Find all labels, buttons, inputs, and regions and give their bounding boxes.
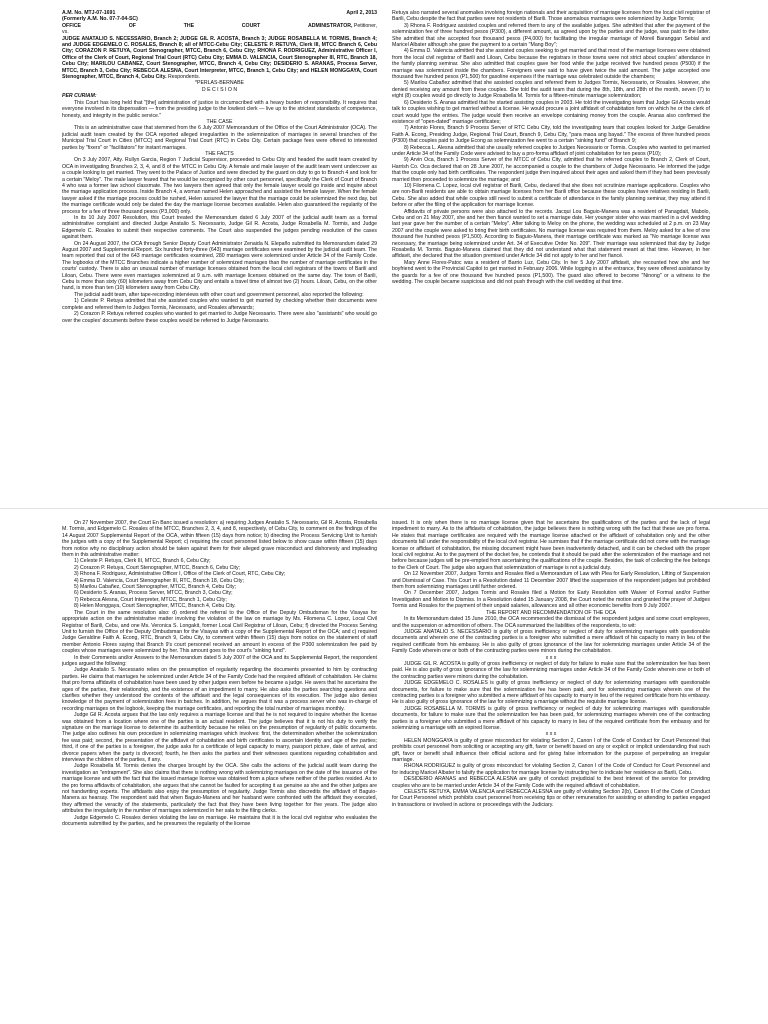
list-item: 2) Corazon P. Retuya, Court Stenographer, MTCC, Branch 6, Cebu City; (74, 564, 240, 571)
list-item: 6) Desiderio S. Aranas, Process Server, MTCC, Branch 3, Cebu City; (74, 590, 233, 597)
paragraph: This is an administrative case that stemmed from the 6 July 2007 Memorandum of the Office of the Court Administrator (OCA). The judicial audit team created by the OCA reported alleged irregularities in the solemnization of marriages in several branches of the Municipal Trial Court in Cities (MTCC) and Regional Trial Court (RTC) in Cebu City. Certain package fees were offered to interested parties by "fixers" or "facilitators" for instant marriages. (62, 125, 377, 151)
paragraph: RHONA RODRIGUEZ is guilty of gross misconduct for violating Section 2, Canon I of the Code of Conduct for Court Personnel and for inducing Maricel Albater to falsify the application for marriage license by instructing her to indicate her residence as Barili, Cebu. (392, 763, 710, 776)
paragraph: 4) Emma D. Valencia admitted that she assisted couples seeking to get married and that most of the marriage licenses were obtained from the local civil registrar of Barili and Liloan, Cebu because the registrars in those towns were not strict about couples' attendance in the family planning seminar. She also admitted that couples gave her food while the judge received five hundred pesos (P500) if the marriage was solemnized inside the chambers. Foreigners were said to have given twice the said amount. The judge accepted one thousand five hundred pesos (P1,500) for gasoline expenses if the marriage was celebrated outside the chambers; (392, 48, 710, 81)
list-item: 7) Rebecca Alesna, Court Interpreter, MTCC, Branch 1, Cebu City; (74, 596, 227, 603)
section-heading: THE REPORT AND RECOMMENDATION OF THE OCA (486, 609, 616, 616)
paragraph: In its Memorandum dated 15 June 2010, the OCA recommended the dismissal of the respondent judges and some court employees, and the suspension or admonition of others. The OCA summarized the liabilities of the respondents, to wit: (392, 616, 710, 629)
ponente: *PERLAS-BERNABE (194, 80, 244, 87)
paragraph: In their Comments and/or Answers to the Memorandum dated 5 July 2007 of the OCA and its Supplemental Report, the respondent judges argued the following: (62, 654, 377, 667)
paragraph: Judge Edgemelo C. Rosales denies violating the law on marriage. He maintains that it is the local civil registrar who evaluates the documents submitted by the parties, and he presumes the regularity of the license (62, 814, 377, 828)
per-curiam: PER CURIAM: (62, 93, 97, 100)
paragraph: 7) Antonio Flores, Branch 9 Process Server of RTC Cebu City, told the investigating team that couples looked for Judge Geraldine Faith A. Econg, Presiding Judge, Regional Trial Court, Branch 9, Cebu City, "para maoa ang bayad." The excess of three hundred pesos (P300) that couples paid to Judge Econg as solemnization fee went to a certain "sinking fund" of Branch 9; (392, 125, 710, 145)
column-bottom-left (62, 520, 377, 1020)
paragraph: HELEN MONGGAYA is guilty of grave misconduct for violating Section 2, Canon I of the Code of Conduct for Court Personnel that prohibits court personnel from soliciting or accepting any gift, favor or benefit based on any or explicit or implicit understanding that such gift, favor or benefit shall influence their official actions and for giving false information for the purpose of perpetrating an irregular marriage. (392, 737, 710, 764)
paragraph: On 12 November 2007, Judges Tormis and Rosales filed a Memorandum of Law with Plea for Early Resolution, Lifting of Suspension and Dismissal of Case. This Court in a Resolution dated 11 December 2007 lifted the suspension of the respondent judges but prohibited them from solemnizing marriages until further ordered. (392, 571, 710, 591)
column-bottom-right (392, 520, 710, 1020)
paragraph: In its 10 July 2007 Resolution, this Court treated the Memorandum dated 6 July 2007 of the judicial audit team as a formal administrative complaint and directed Judge Anatalio S. Necessario, Judge Gil R. Acosta, Judge Rosabella M. Tormis, and Judge Edgemelo C. Rosales to submit their respective comments. The Court also suspended the judges pending resolution of the cases against them. (62, 215, 377, 241)
paragraph: This Court has long held that "[the] administration of justice is circumscribed with a heavy burden of responsibility. It requires that everyone involved in its dispensation — from the presiding judge to the lowliest clerk — live up to the strictest standards of competence, honesty, and integrity in the public service." (62, 99, 377, 119)
paragraph: DESIDERIO ARANAS and REBECCA ALESNA are guilty of conduct prejudicial to the best interest of the service for providing couples who are to be married under Article 34 of the Family Code with the required affidavit of cohabitation. (392, 776, 710, 789)
decision-heading: D E C I S I O N (201, 86, 238, 93)
paragraph: 3) Rhona F. Rodriguez assisted couples and referred them to any of the available judges. She admitted that after the payment of the solemnization fee of three hundred pesos (P300), a different amount, as agreed upon by the parties and the judge, was paid to the latter. She admitted that she accepted four thousand pesos (P4,000) for facilitating the irregular marriage of Moreil Baranggan Sebial and Maricel Albater although she gave the payment to a certain "Mang Boy"; (392, 22, 710, 49)
paragraph: issued. It is only when there is no marriage license given that he ascertains the qualifications of the parties and the lack of legal impediment to marry. As to the affidavits of cohabitation, the judge believes there is nothing wrong with the fact that these are pro forma. He states that marriage certificates are required with the marriage license attached or the affidavit of cohabitation only and the other documents fall under the responsibility of the local civil registrar. He surmises that if the marriage certificate did not come with the marriage license or affidavit of cohabitation, the missing document might have been inadvertently detached, and it can be checked with the proper local civil registrar. As to the payment of the docket fee, he contends that it should be paid after the solemnization of the marriage and not before because judges will be pre-empted from ascertaining the qualifications of the couple. Besides, the task of collecting the fee belongs to the Clerk of Court. The judge also argues that solemnization of marriage is not a judicial duty. (392, 520, 710, 571)
paragraph: On 3 July 2007, Atty. Rullyn Garcia, Region 7 Judicial Supervisor, proceeded to Cebu City and headed the audit team created by OCA in investigating Branches 2, 3, 4, and 8 of the MTCC in Cebu City. A female and male lawyer of the audit team went undercover as a couple looking to get married. They went to the Palace of Justice and were directed by the guard on duty to go to Branch 4 and look for a certain "Meloy". The male lawyer feared that he would be recognized by other court personnel, specifically the Clerk of Court of Branch 4 who was a former law school classmate. The two lawyers then agreed that only the female lawyer would go inside and inquire about the marriage application process. Inside Branch 4, a woman named Helen approached and assisted the female lawyer. When the female lawyer asked if the marriage process could be rushed, Helen assured the lawyer that the marriage could be solemnized the next day, but the marriage certificate would only be dated the day the marriage license becomes available. Helen also guaranteed the regularity of the process for a fee of three thousand pesos (P3,000) only. (62, 157, 377, 215)
section-heading: THE CASE (206, 118, 233, 125)
former-case-number: (Formerly A.M. No. 07-7-04-SC) (62, 16, 138, 23)
paragraph: On 27 November 2007, the Court En Banc issued a resolution: a) requiring Judges Anatalio S. Necessario, Gil R. Acosta, Rosabella M. Tormis, and Edgemelo C. Rosales of the MTCC, Branches 2, 3, 4, and 8, respectively, of Cebu City, to comment on the findings of the 14 August 2007 Supplemental Report of the OCA, within fifteen (15) days from notice; b) directing the Process Servicing Unit to furnish the judges with a copy of the Supplemental Report; c) requiring the court personnel listed below to show cause within fifteen (15) days from notice why no disciplinary action should be taken against them for their alleged grave misconduct and dishonesty and impleading them in this administrative matter: (62, 520, 377, 559)
paragraph: 9) Arvin Oca, Branch 1 Process Server of the MTCC of Cebu City, admitted that he referred couples to Branch 2, Clerk of Court, Harrish Co. Oca declared that on 28 June 2007, he accompanied a couple to the chambers of Judge Necessario. He informed the judge that the couple only had birth certificates. The respondent judge then inquired about their ages and asked them if they had been previously married then proceeded to solemnize the marriage; and (392, 157, 710, 183)
paragraph: JUDGE ANATALIO S. NECESSARIO is guilty of gross inefficiency or neglect of duty for solemnizing marriages with questionable documents and wherein one of the contracting parties is a foreigner who submitted a mere affidavit of his capacity to marry in lieu of the required certificate from his embassy. He is also guilty of gross ignorance of the law for solemnizing marriages under Article 34 of the Family Code wherein one or both of the contracting parties were minors during the cohabitation. (392, 628, 710, 655)
list-item: 1) Celeste P. Retuya, Clerk III, MTCC, Branch 6, Cebu City; (74, 558, 211, 565)
petitioner-line: OFFICE OF THE COURT ADMINISTRATOR, Petitioner, (62, 22, 377, 29)
ellipsis-marker: x x x (545, 654, 557, 661)
ellipsis-marker: x x x (545, 731, 557, 738)
paragraph: The Court in the same resolution also: d) ordered the referral to the Office of the Deputy Ombudsman for the Visayas for appropriate action on the administrative matter involving the violation of the law on marriage by Ms. Filomena C. Lopez, Local Civil Registrar of Barili, Cebu, and one Ms. Veronica S. Longakit, former Local Civil Registrar of Liloan, Cebu; f) directed the Process Serving Unit to furnish the Office of the Deputy Ombudsman for the Visayas with a copy of the Supplemental Report of the OCA; and c) required Judge Geraldine Faith A. Econg, RTC, Branch 9, Cebu City, to comment within fifteen (15) days from notice on the statement of staff member Antonio Flores saying that Branch 9's court personnel received an amount in excess of the P300 solemnization fee paid by couples whose marriages were solemnized by her. This amount goes to the court's "sinking fund". (62, 609, 377, 655)
paragraph: Judge Rosabella M. Tormis denies the charges brought by the OCA. She calls the actions of the judicial audit team during the investigation an "entrapment". She also claims that there is nothing wrong with solemnizing marriages on the date of the issuance of the marriage license and with the fact that the issued marriage license was obtained from a place where neither of the parties resided. As to the pro forma affidavits of cohabitation, she argues that she cannot be faulted for accepting it as genuine as she and the other judges are not handwriting experts. The affidavits also enjoy the presumption of regularity. Judge Tormis also discredits the affidavit of Baguio-Manera as hearsay. The respondent said that when Baguio-Manera and her husband were confronted with the affidavit they executed, they affirmed the veracity of the statements, particularly the fact that they have been living together for five years. The judge also attributes the irregularity in the number of marriages solemnized in her sala to the filing clerks. (62, 763, 377, 815)
paragraph: JUDGE EDGEMELO C. ROSALES is guilty of gross inefficiency or neglect of duty for solemnizing marriages with questionable documents, for failure to make sure that the solemnization fee has been paid, and for solemnizing marriages wherein one of the contracting parties is a foreigner who submitted a mere affidavit of his capacity to marry in lieu of the required certificate from his embassy. He is also guilty of gross ignorance of the law for solemnizing a marriage without the requisite marriage license. (392, 680, 710, 706)
paragraph: 5) Marilou Cabañez admitted that she assisted couples and referred them to Judges Tormis, Necessario, or Rosales. However, she denied receiving any amount from these couples. She told the audit team that during the 8th, 18th, and 28th of the month, seven (7) to eight (8) couples would go directly to Judge Rosabella M. Tormis for a fifteen-minute marriage solemnization; (392, 80, 710, 100)
versus: vs. (62, 29, 69, 36)
column-top-left (62, 10, 377, 500)
paragraph: On 24 August 2007, the OCA through Senior Deputy Court Administrator Zenaida N. Elepaño submitted its Memorandum dated 29 August 2007 and Supplemental Report. Six hundred forty-three (643) marriage certificates were examined by the judicial audit team. The team reported that out of the 643 marriage certificates examined, 280 marriages were solemnized under Article 34 of the Family Code. The logbooks of the MTCC Branches indicate a higher number of solemnized marriages than the number of marriage certificates in the courts' custody. There is also an unusual number of marriage licenses obtained from the local civil registrars of the towns of Barili and Liloan, Cebu. There were even marriages solemnized at 9 a.m. with marriage licenses obtained on the same day. The town of Barili, Cebu is more than sixty (60) kilometers away from Cebu City and entails a travel time of almost two (2) hours. Liloan, Cebu, on the other hand, is more than ten (10) kilometers away from Cebu City. (62, 240, 377, 292)
respondents-label: Respondents. (167, 74, 200, 81)
paragraph: JUDGE GIL R. ACOSTA is guilty of gross inefficiency or neglect of duty for failure to make sure that the solemnization fee has been paid. He is also guilty of gross ignorance of the law for solemnizing marriages under Article 34 of the Family Code wherein one or both of the contracting parties were minors during the cohabitation. (392, 660, 710, 680)
list-item: 5) Marilou Cabañez, Court Stenographer, MTCC, Branch 4, Cebu City; (74, 584, 237, 591)
paragraph: 8) Rebecca L. Alesna admitted that she usually referred couples to Judges Necessario or Tormis. Couples who wanted to get married under Article 34 of the Family Code were advised to buy a pro-forma affidavit of joint cohabitation for ten pesos (P10); (392, 144, 710, 157)
paragraph: JUDGE ROSABELLA M. TORMIS is guilty of gross inefficiency or neglect of duty for solemnizing marriages with questionable documents, for failure to make sure that the solemnization fee has been paid, for solemnizing marriages wherein one of the contracting parties is a foreigner who submitted a mere affidavit of his capacity to marry in lieu of the required certificate from the embassy and for solemnizing a marriage with an expired license. (392, 705, 710, 731)
paragraph: Affidavits of private persons were also attached to the records. Jacqui Lou Baguio-Manera was a resident of Panagdait, Mabolo, Cebu and on 21 May 2007, she and her then fiancé wanted to set a marriage date. Her younger sister who was married in a civil wedding last year gave her the number of a certain "Meloy". After talking to Meloy on the phone, the wedding was scheduled at 2 p.m. on 23 May 2007 and the couple were asked to bring their birth certificates. No marriage license was required from them. Meloy asked for a fee of one thousand five hundred pesos (P1,500). According to Baguio-Manera, their marriage certificate was marked as "No marriage license was necessary, the marriage being solemnized under Art. 34 of Executive Order No. 209". Their marriage was solemnized that day by Judge Rosabella M. Tormis. Baguio-Manera claimed that they did not understand what that statement meant at that time. However, in her affidavit, she declared that the situation premised under Article 34 did not apply to her and her fiancé. (392, 208, 710, 260)
page-divider (0, 508, 768, 509)
paragraph: 6) Desiderio S. Aranas admitted that he started assisting couples in 2003. He told the investigating team that Judge Gil Acosta would talk to couples wishing to get married without a license. He would procure a joint affidavit of cohabitation form on which he or the clerk of court would type the entries. The judge would then receive an envelope containing money from the couple. Aranas also confirmed the existence of "open-dated" marriage certificates; (392, 99, 710, 125)
paragraph: Mary Anne Flores-Patoc was a resident of Barrio Luz, Cebu City. In her 5 July 2007 affidavit, she recounted how she and her boyfriend went to the Provincial Capitol to get married in February 2006. While logging in at the entrance, they were offered assistance by the guards for a fee of one thousand five hundred pesos (P1,500). The guard also offered to become "Ninong" or a witness to the wedding. The couple became suspicious and did not push through with the civil wedding at that time. (392, 259, 710, 286)
section-heading: THE FACTS (205, 150, 234, 157)
paragraph: Judge Anatalio S. Necessario relies on the presumption of regularity regarding the documents presented to him by contracting parties. He claims that marriages he solemnized under Article 34 of the Family Code had the required affidavit of cohabitation. He claims that pro forma affidavits of cohabitation have been used by other judges even before he became a judge. He avers that he ascertains the ages of the parties, their relationship, and the existence of an impediment to marry. He also asks the parties searching questions and clarifies whether they understood the contents of the affidavit and the legal consequences of its execution. The judge also denies knowledge of the payment of solemnization fees in batches. In addition, he argues that it was a process server who was in-charge of recording marriages on the logbook, keeping the marriage certificates, and reporting the total number of marriages monthly. (62, 667, 377, 712)
paragraph: CELESTE RETUYA, EMMA VALENCIA and REBECCA ALESNA are guilty of violating Section 2(b), Canon III of the Code of Conduct for Court Personnel which prohibits court personnel from receiving tips or other remuneration for assisting or attending to parties engaged in transactions or involved in actions or proceedings with the Judiciary. (392, 789, 710, 808)
paragraph: 1) Celeste P. Retuya admitted that she assisted couples who wanted to get married by checking whether their documents were complete and referred them to Judges Tormis, Necessario, and Rosales afterwards; (62, 298, 377, 311)
case-number: A.M. No. MTJ-07-1691 (62, 10, 116, 16)
list-item: 8) Helen Monggaya, Court Stenographer, MTCC, Branch 4, Cebu City. (74, 603, 236, 610)
paragraph: Retuya also narrated several anomalies involving foreign nationals and their acquisition of marriage licenses from the local civil registrar of Barili, Cebu despite the fact that parties were not residents of Barili. Those anomalous marriages were solemnized by Judge Tormis; (392, 10, 710, 23)
paragraph: 2) Corazon P. Retuya referred couples who wanted to get married to Judge Necessario. There were also "assistants" who would go over the couples' documents before these couples would be referred to Judge Necessario. (62, 311, 377, 324)
paragraph: Judge Gil R. Acosta argues that the law only requires a marriage license and that he is not required to inquire whether the license was obtained from a location where one of the parties is an actual resident. The judge believes that it is not his duty to verify the signature on the marriage license to determine its authenticity because he relies on the presumption of regularity of public documents. The judge also outlines his own procedure in solemnizing marriages which involves: first, the determination whether the solemnization fee was paid; second, the presentation of the affidavit of cohabitation and birth certificates to ascertain identity and age of the parties; third, if one of the parties is a foreigner, the judge asks for a certificate of legal capacity to marry, passport picture, date of arrival, and divorce papers when the party is divorced; fourth, he then asks the parties and their witnesses questions regarding cohabitation and interviews the children of the parties, if any. (62, 712, 377, 764)
column-top-right (392, 10, 710, 500)
list-item: 4) Emma D. Valencia, Court Stenographer III, RTC, Branch 18, Cebu City; (74, 577, 244, 584)
list-item: 3) Rhona F. Rodriguez, Administrative Officer I, Office of the Clerk of Court, RTC, Cebu City; (74, 571, 286, 578)
decision-date: April 2, 2013 (346, 10, 377, 16)
respondents-list: JUDGE ANATALIO S. NECESSARIO, Branch 2; JUDGE GIL R. ACOSTA, Branch 3; JUDGE ROSABELLA M. TORMIS, Branch 4; and JUDGE EDGEMELO C. ROSALES, Branch 8; all of MTCC-Cebu City; CELESTE P. RETUYA, Clerk III, MTCC Branch 6, Cebu City; CORAZON P. RETUYA, Court Stenographer, MTCC, Branch 6, Cebu City; RHONA F. RODRIGUEZ, Administrative Officer I, Office of the Clerk of Court, Regional Trial Court (RTC) Cebu City; EMMA D. VALENCIA, Court Stenographer III, RTC, Branch 18, Cebu City; MARILOU CABANEZ, Court Stenographer, MTCC, Branch 4, Cebu City; DESIDERIO S. ARANAS, Process Server, MTCC, Branch 3, Cebu City; REBECCA ALESNA, Court Interpreter, MTCC, Branch 1, Cebu City; and HELEN MONGGAYA, Court Stenographer, MTCC, Branch 4, Cebu City. (62, 35, 377, 81)
paragraph: 10) Filomena C. Lopez, local civil registrar of Barili, Cebu, declared that she does not scrutinize marriage applications. Couples who are non-Barili residents are able to obtain marriage licenses from her Barili office because these couples have relatives residing in Barili, Cebu. She also added that while couples still need to submit a certificate of attendance in the family planning seminar, they may attend it before or after the filing of the application for marriage license. (392, 182, 710, 209)
paragraph: On 7 December 2007, Judges Tormis and Rosales filed a Motion for Early Resolution with Waiver of Formal and/or Further Investigation and Motion to Dismiss. In a Resolution dated 15 January 2008, the Court noted the motion and granted the prayer of Judges Tormis and Rosales for the payment of their unpaid salaries, allowances and all other economic benefits from 9 July 2007. (392, 590, 710, 610)
paragraph: The judicial audit team, after tape-recording interviews with other court and government personnel, also reported the following: (74, 291, 364, 298)
